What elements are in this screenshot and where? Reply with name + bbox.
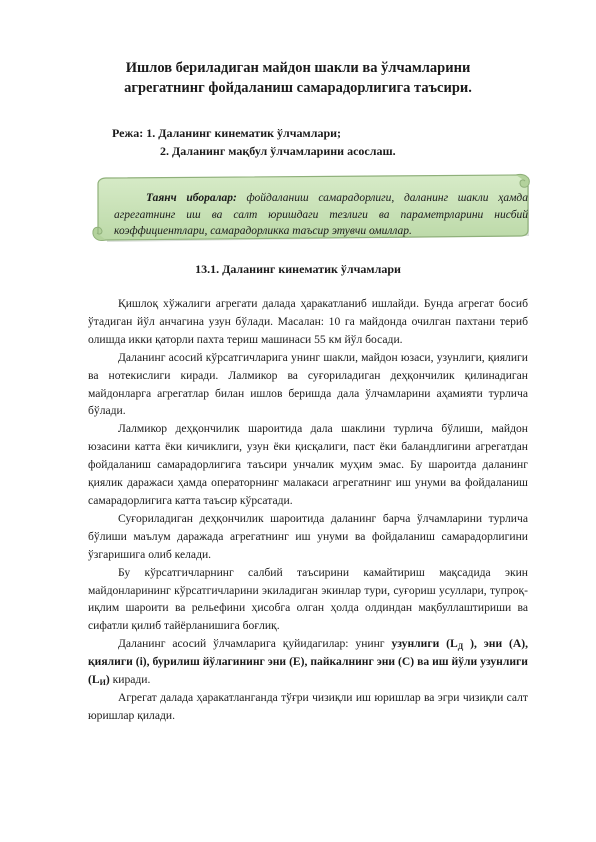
term-part-1: узунлиги (L — [391, 637, 458, 651]
section-heading: 13.1. Даланинг кинематик ўлчамлари — [195, 262, 401, 276]
subscript-i: И — [99, 678, 106, 688]
body-text — [88, 295, 528, 725]
key-terms-scroll-banner — [88, 172, 532, 244]
key-terms-text — [114, 190, 528, 240]
subscript-d: Д — [457, 642, 464, 652]
paragraph-3: Лалмикор деҳқончилик шароитида дала шаклини турлича бўлиши, майдон юзасини катта ёки кичиклиги, узун ёки қисқалиги, паст ёки баландлигини агрегатдан фойдаланиш самарадорлигига таъсири унчалик муҳим эмас. Бу шароитда даланинг қиялик даражаси ҳамда операторнинг малакаси агрегатнинг иш унуми ва фойдаланиш самарадорлигига катта таъсир кўрсатади. — [88, 422, 528, 507]
plan-row-2 — [112, 142, 396, 160]
plan-row-1 — [112, 124, 396, 142]
lesson-plan — [112, 124, 396, 160]
plan-item-1: 1. Даланинг кинематик ўлчамлари; — [146, 126, 342, 140]
paragraph-1: Қишлоқ хўжалиги агрегати далада ҳаракатланиб ишлайди. Бунда агрегат босиб ўтадиган йўл анчагина узун бўлади. Масалан: 10 га майдонда очилган пахтани териб олишда икки қаторли пахта териш машинаси 55 км йўл босади. — [88, 297, 528, 346]
plan-item-2: 2. Даланинг мақбул ўлчамларини асослаш. — [160, 144, 396, 158]
term-part-3: ) — [105, 673, 110, 687]
key-terms-body: фойдаланиш самарадорлиги, даланинг шакли ҳамда агрегатнинг иш ва салт юришдаги тезлиги ва параметрларини нисбий коэффициентлари, самарадорликка таъсир этувчи омиллар. — [114, 192, 528, 237]
plan-label: Режа: — [112, 126, 144, 140]
paragraph-6-start: Даланинг асосий ўлчамларига қуйидагилар: унинг — [118, 637, 392, 651]
page-title-line-1: Ишлов бериладиган майдон шакли ва ўлчамларини — [125, 60, 471, 76]
page-title — [60, 58, 536, 98]
term-part-2: ), эни (А), қиялиги (i), бурилиш йўлагининг эни (Е), пайкалнинг эни (С) ва иш йўли узунлиги (L — [88, 637, 529, 687]
paragraph-6-end: киради. — [109, 673, 151, 687]
paragraph-5: Бу кўрсатгичларнинг салбий таъсирини камайтириш мақсадида экин майдонларининг кўрсатгичларини экиладиган экинлар тури, суғориш усуллари, тупроқ-иқлим шароити ва рельефини ҳисобга олган ҳолда олдиндан мақбуллаштириши ва сифатли қилиб тайёрланишига боғлиқ. — [88, 565, 528, 633]
paragraph-4: Суғориладиган деҳқончилик шароитида даланинг барча ўлчамларини турлича бўлиши маълум даражада агрегатнинг иш унуми ва фойдаланиш самарадорлигини ўзгаришига олиб келади. — [88, 511, 528, 561]
paragraph-2: Даланинг асосий кўрсатгичларига унинг шакли, майдон юзаси, узунлиги, қиялиги ва нотекислиги киради. Лалмикор ва суғориладиган деҳқончилик қилинадиган майдонларга агрегатлар билан ишлов беришда дала ўлчамларини аҳамияти турлича бўлади. — [88, 350, 528, 418]
paragraph-7: Агрегат далада ҳаракатланганда тўғри чизиқли иш юришлар ва эгри чизиқли салт юришлар қилади. — [88, 690, 528, 722]
key-terms-label: Таянч иборалар: — [146, 192, 237, 204]
page-title-line-2: агрегатнинг фойдаланиш самарадорлигига таъсири. — [124, 80, 472, 96]
paragraph-6 — [88, 635, 528, 689]
